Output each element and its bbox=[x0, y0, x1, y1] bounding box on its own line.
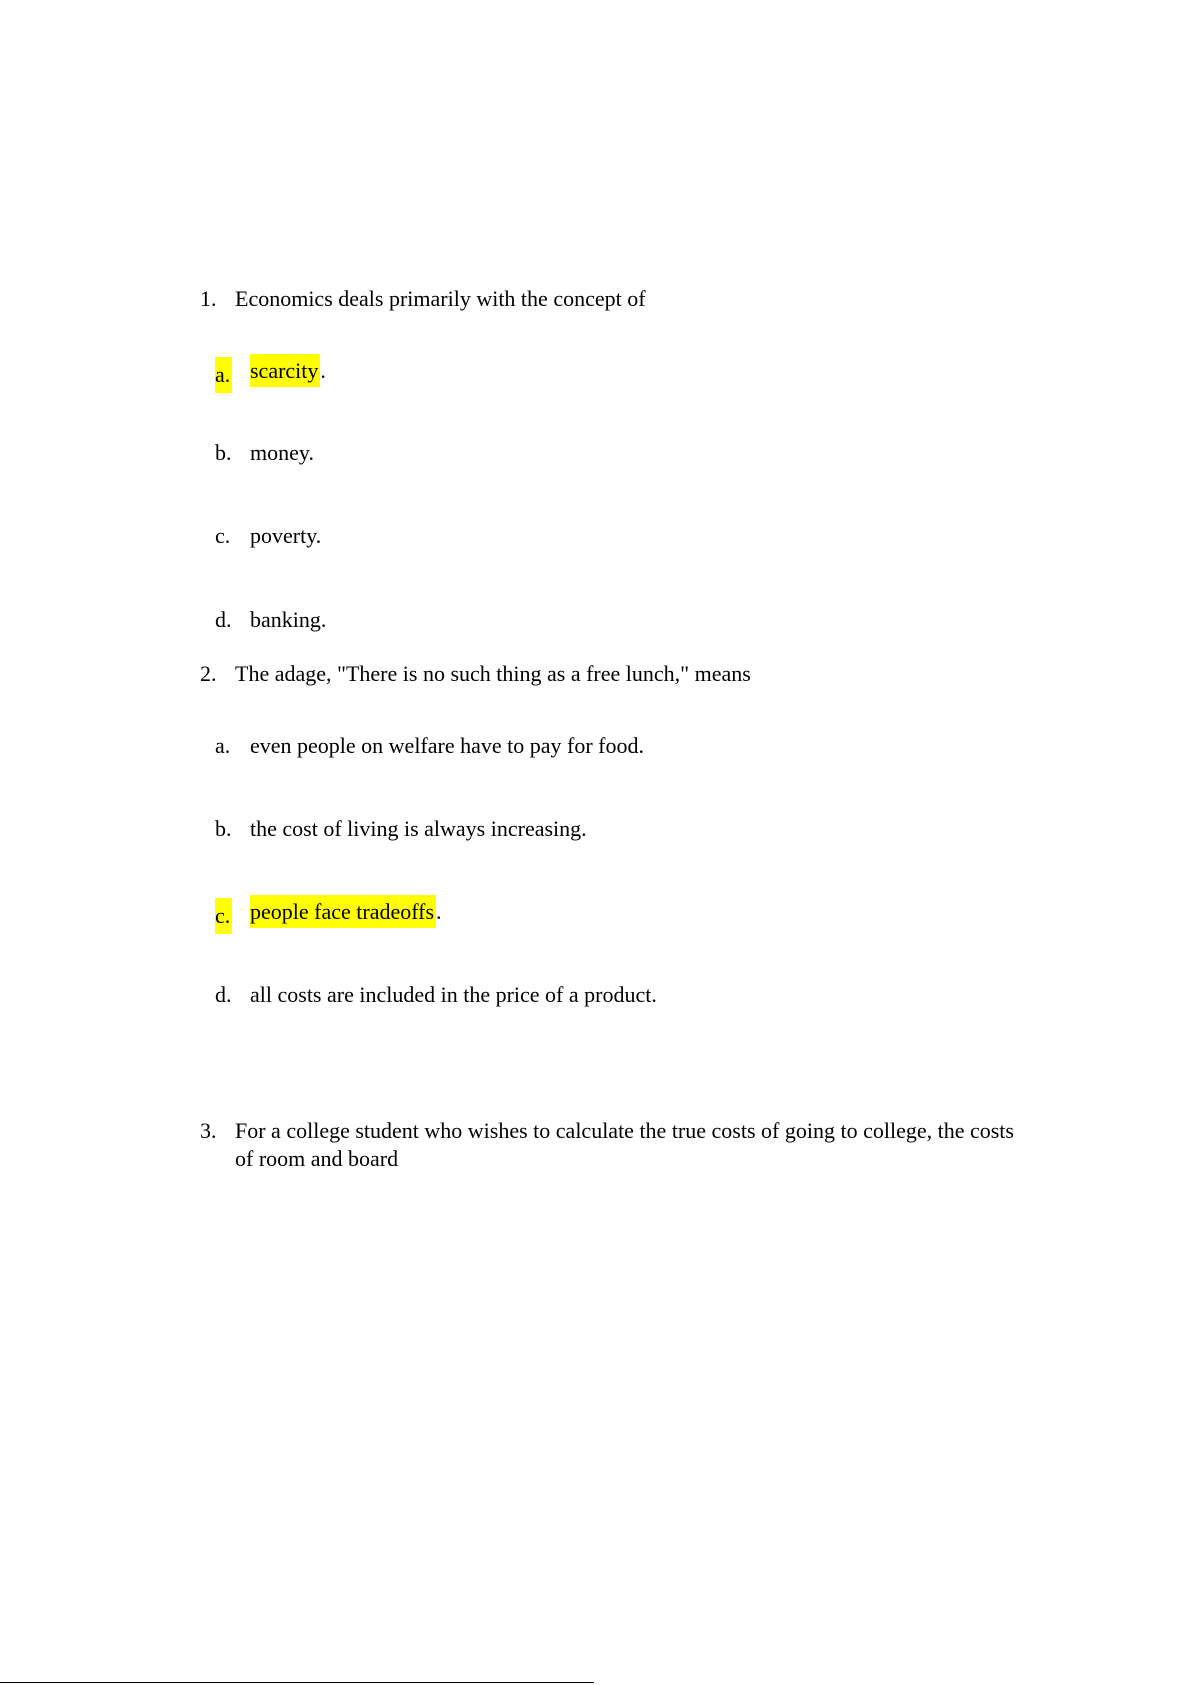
option-text bbox=[250, 357, 326, 385]
option-text bbox=[250, 898, 442, 926]
question-number: 2. bbox=[200, 661, 217, 686]
question-number: 1. bbox=[200, 286, 217, 311]
option-text: banking. bbox=[250, 607, 327, 632]
option-text: money. bbox=[250, 440, 314, 465]
footnote-separator bbox=[0, 1682, 594, 1683]
option-text: the cost of living is always increasing. bbox=[250, 816, 587, 841]
option-text: even people on welfare have to pay for food. bbox=[250, 733, 645, 758]
option-letter: c. bbox=[215, 898, 232, 934]
highlighted-answer: people face tradeoffs bbox=[250, 895, 436, 928]
option-letter: a. bbox=[215, 733, 231, 758]
option-letter: c. bbox=[215, 523, 231, 548]
option-suffix: . bbox=[320, 358, 326, 383]
option-letter: a. bbox=[215, 357, 232, 393]
option-text: poverty. bbox=[250, 523, 322, 548]
question-stem: For a college student who wishes to calculate the true costs of going to college, the costs of room and board bbox=[235, 1118, 1014, 1171]
option-letter: b. bbox=[215, 440, 232, 465]
option-text: all costs are included in the price of a product. bbox=[250, 982, 657, 1007]
option-letter: d. bbox=[215, 607, 232, 632]
option-letter: d. bbox=[215, 982, 232, 1007]
highlighted-answer: scarcity bbox=[250, 354, 320, 387]
question-number: 3. bbox=[200, 1118, 217, 1143]
option-letter: b. bbox=[215, 816, 232, 841]
question-stem: Economics deals primarily with the concept of bbox=[235, 286, 646, 311]
option-suffix: . bbox=[436, 899, 442, 924]
question-stem: The adage, "There is no such thing as a free lunch," means bbox=[235, 661, 751, 686]
